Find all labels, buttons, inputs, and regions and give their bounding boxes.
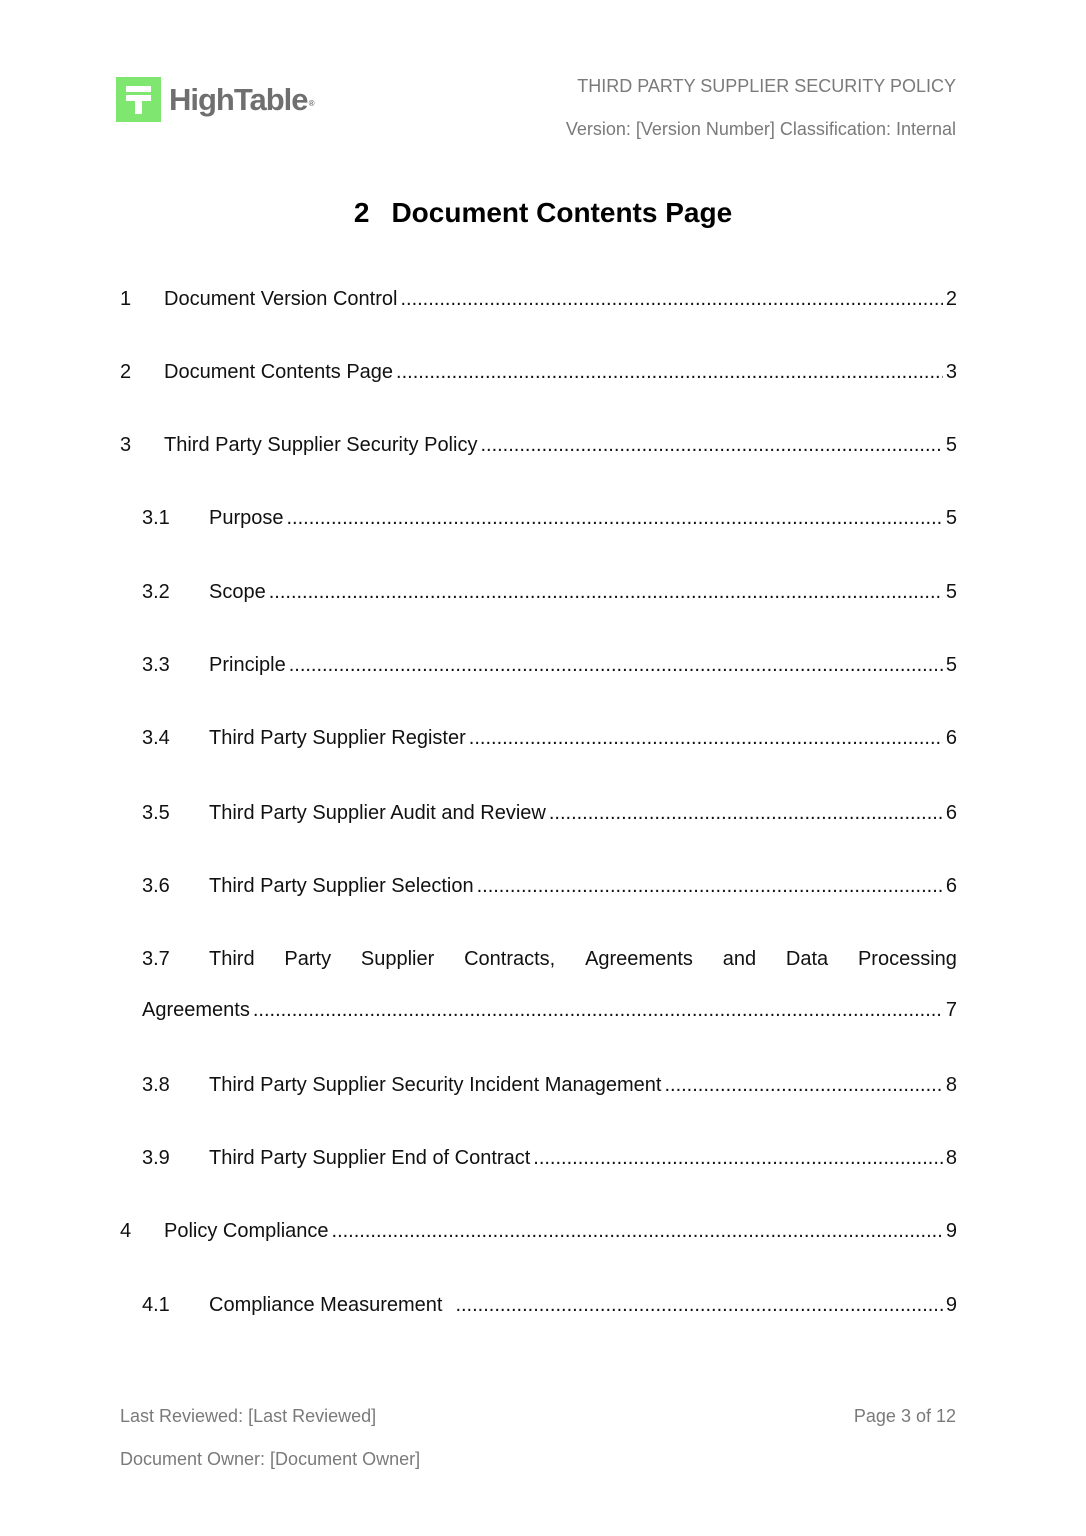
toc-title: Purpose — [209, 507, 284, 529]
toc-title — [209, 944, 957, 974]
document-header — [566, 76, 956, 139]
document-footer — [120, 1406, 420, 1469]
document-title: THIRD PARTY SUPPLIER SECURITY POLICY — [577, 76, 956, 96]
toc-number: 3.9 — [142, 1147, 170, 1169]
hightable-logo-icon — [116, 77, 161, 122]
toc-title-word: Supplier — [360, 948, 435, 970]
toc-page-number: 5 — [945, 581, 957, 603]
toc-number: 4.1 — [142, 1294, 170, 1316]
toc-title-word: Third — [209, 948, 255, 970]
toc-number: 3.6 — [142, 875, 170, 897]
toc-title: Principle — [209, 654, 286, 676]
toc-entry-purpose[interactable] — [142, 503, 957, 533]
toc-entry-document-contents-page[interactable] — [120, 357, 957, 387]
toc-title: Third Party Supplier End of Contract — [209, 1147, 531, 1169]
toc-page-number: 9 — [945, 1220, 957, 1242]
toc-page-number: 6 — [945, 727, 957, 749]
toc-page-number: 5 — [945, 507, 957, 529]
toc-title-continuation: Agreements — [142, 999, 250, 1021]
toc-entry-audit-and-review[interactable] — [142, 798, 957, 828]
toc-page-number: 6 — [945, 802, 957, 824]
toc-page-number: 7 — [945, 999, 957, 1021]
toc-page-number: 2 — [945, 288, 957, 310]
toc-title-word: Party — [284, 948, 332, 970]
toc-number: 3.5 — [142, 802, 170, 824]
toc-number: 4 — [120, 1220, 132, 1242]
toc-number: 3.1 — [142, 507, 170, 529]
toc-number: 1 — [120, 288, 132, 310]
toc-title-word: Processing — [857, 948, 957, 970]
toc-leader — [253, 995, 943, 1025]
section-number: 2 — [353, 197, 370, 228]
toc-leader — [549, 798, 943, 828]
toc-title: Document Version Control — [164, 288, 398, 310]
toc-entry-end-of-contract[interactable] — [142, 1143, 957, 1173]
document-owner: Document Owner: [Document Owner] — [120, 1449, 421, 1469]
toc-leader — [480, 430, 942, 460]
toc-leader — [289, 650, 943, 680]
toc-title-word: and — [722, 948, 757, 970]
toc-number: 3.2 — [142, 581, 170, 603]
toc-leader — [396, 357, 943, 387]
toc-title: Scope — [209, 581, 266, 603]
toc-entry-compliance-measurement[interactable] — [142, 1290, 957, 1320]
toc-entry-supplier-register[interactable] — [142, 723, 957, 753]
toc-leader — [455, 1290, 942, 1320]
toc-entry-contracts-agreements[interactable] — [142, 944, 957, 974]
toc-leader — [477, 871, 943, 901]
toc-title: Third Party Supplier Selection — [209, 875, 474, 897]
toc-title: Third Party Supplier Security Policy — [164, 434, 478, 456]
toc-title-word: Agreements — [585, 948, 693, 970]
toc-page-number: 8 — [945, 1147, 957, 1169]
toc-entry-principle[interactable] — [142, 650, 957, 680]
toc-title: Third Party Supplier Audit and Review — [209, 802, 546, 824]
registered-mark: ® — [308, 99, 315, 108]
toc-leader — [269, 577, 943, 607]
toc-entry-contracts-agreements-continued[interactable] — [142, 995, 957, 1025]
last-reviewed: Last Reviewed: [Last Reviewed] — [120, 1406, 377, 1426]
toc-title: Third Party Supplier Register — [209, 727, 466, 749]
toc-page-number: 5 — [945, 434, 957, 456]
toc-leader — [400, 284, 942, 314]
toc-title: Compliance Measurement — [209, 1294, 443, 1316]
toc-title: Document Contents Page — [164, 361, 394, 383]
toc-leader — [287, 503, 943, 533]
page-title — [0, 193, 1086, 233]
toc-number: 2 — [120, 361, 132, 383]
toc-leader — [664, 1070, 942, 1100]
toc-leader — [332, 1216, 943, 1246]
toc-page-number: 9 — [945, 1294, 957, 1316]
brand-logo — [116, 77, 315, 122]
toc-number: 3.8 — [142, 1074, 170, 1096]
toc-entry-scope[interactable] — [142, 577, 957, 607]
toc-entry-document-version-control[interactable] — [120, 284, 957, 314]
toc-page-number: 3 — [945, 361, 957, 383]
toc-leader — [533, 1143, 943, 1173]
toc-title-word: Data — [785, 948, 829, 970]
brand-name: HighTable ® — [169, 77, 308, 122]
version-classification: Version: [Version Number] Classification: Internal — [565, 119, 956, 139]
toc-number: 3.3 — [142, 654, 170, 676]
toc-title: Policy Compliance — [164, 1220, 329, 1242]
toc-number: 3.4 — [142, 727, 170, 749]
toc-page-number: 6 — [945, 875, 957, 897]
toc-leader — [469, 723, 943, 753]
toc-entry-supplier-selection[interactable] — [142, 871, 957, 901]
toc-title: Third Party Supplier Security Incident Management — [209, 1074, 662, 1096]
toc-title-word: Contracts, — [464, 948, 556, 970]
page-indicator: Page 3 of 12 — [853, 1406, 956, 1426]
toc-page-number: 5 — [945, 654, 957, 676]
toc-page-number: 8 — [945, 1074, 957, 1096]
toc-entry-incident-management[interactable] — [142, 1070, 957, 1100]
section-title: Document Contents Page — [391, 197, 733, 228]
toc-number: 3.7 — [142, 948, 170, 970]
toc-entry-policy-compliance[interactable] — [120, 1216, 957, 1246]
toc-entry-third-party-supplier-security-policy[interactable] — [120, 430, 957, 460]
toc-number: 3 — [120, 434, 132, 456]
